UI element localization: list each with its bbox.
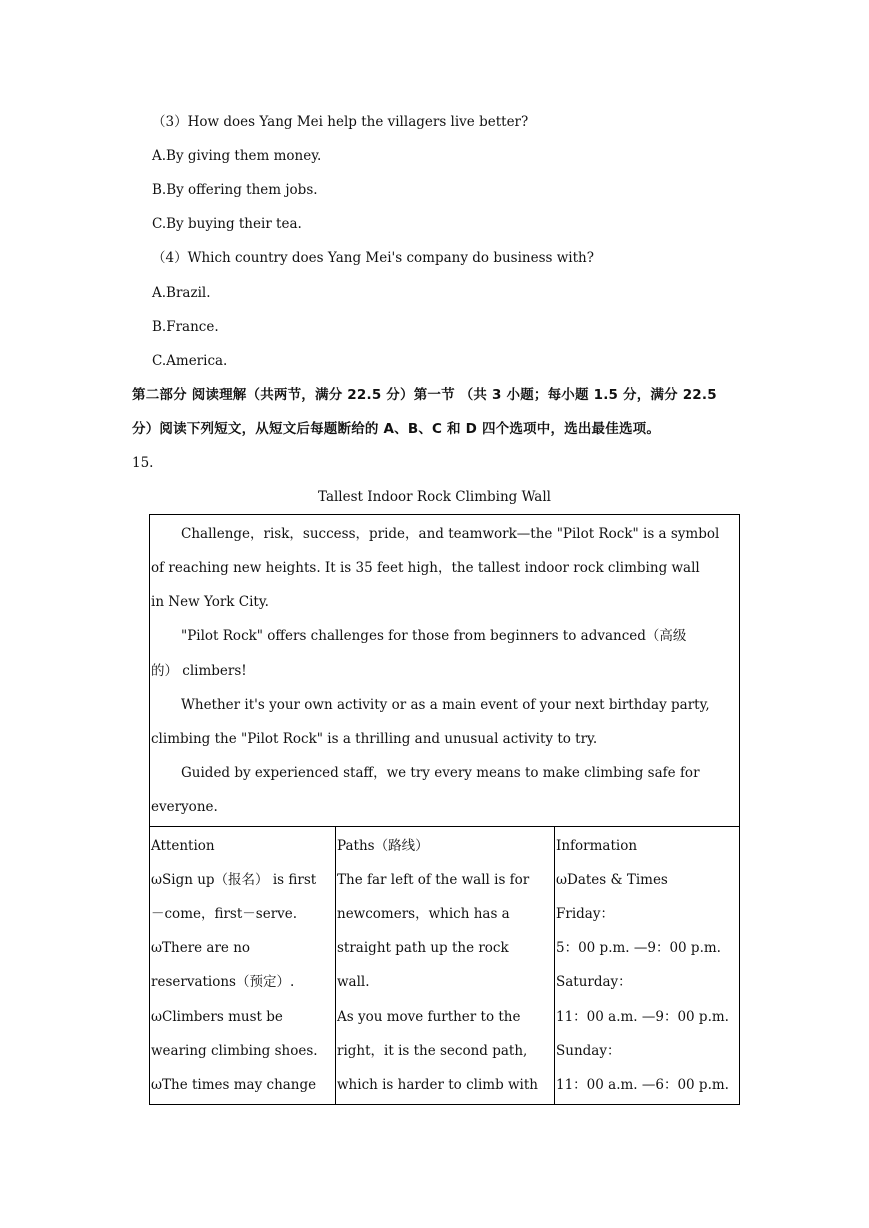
question-number: 15. <box>132 455 154 471</box>
attention-line: ωThe times may change <box>151 1077 317 1093</box>
paragraph-3-line-2: climbing the "Pilot Rock" is a thrilling and unusual activity to try. <box>151 731 598 747</box>
information-line: Saturday： <box>556 974 632 990</box>
passage-title: Tallest Indoor Rock Climbing Wall <box>317 489 551 505</box>
information-line: 11：00 a.m. —9：00 p.m. <box>556 1009 729 1025</box>
column-divider-2 <box>554 826 555 1105</box>
paths-line: which is harder to climb with <box>337 1077 538 1093</box>
information-line: 5：00 p.m. —9：00 p.m. <box>556 940 721 956</box>
information-line: ωDates & Times <box>556 872 668 888</box>
paragraph-4-line-2: everyone. <box>151 799 218 815</box>
attention-line: reservations（预定）. <box>151 974 295 990</box>
information-line: 11：00 a.m. —6：00 p.m. <box>556 1077 729 1093</box>
attention-line: －come，first－serve. <box>151 906 298 922</box>
information-line: Sunday： <box>556 1043 621 1059</box>
paths-line: right，it is the second path, <box>337 1043 528 1059</box>
paths-line: As you move further to the <box>337 1009 521 1025</box>
column-divider-1 <box>335 826 336 1105</box>
paragraph-2-line-2: 的） climbers! <box>151 663 247 679</box>
paths-line: straight path up the rock <box>337 940 509 956</box>
paragraph-3-line-1: Whether it's your own activity or as a main event of your next birthday party, <box>181 697 710 713</box>
attention-line: ωClimbers must be <box>151 1009 283 1025</box>
section-header-line-1: 第二部分 阅读理解（共两节，满分 22.5 分）第一节 （共 3 小题；每小题 1.5 分，满分 22.5 <box>132 387 717 403</box>
paths-header: Paths（路线） <box>337 838 429 854</box>
question-4-option-a: A.Brazil. <box>152 285 211 301</box>
paths-line: The far left of the wall is for <box>337 872 530 888</box>
attention-header: Attention <box>151 838 215 854</box>
paragraph-4-line-1: Guided by experienced staff，we try every means to make climbing safe for <box>181 765 700 781</box>
question-4-option-c: C.America. <box>152 353 228 369</box>
table-divider <box>149 826 740 827</box>
question-4-option-b: B.France. <box>152 319 219 335</box>
question-3-option-c: C.By buying their tea. <box>152 216 302 232</box>
paths-line: newcomers，which has a <box>337 906 510 922</box>
attention-line: ωSign up（报名） is first <box>151 872 317 888</box>
attention-line: wearing climbing shoes. <box>151 1043 318 1059</box>
paths-line: wall. <box>337 974 370 990</box>
attention-line: ωThere are no <box>151 940 251 956</box>
information-header: Information <box>556 838 638 854</box>
paragraph-1-line-2: of reaching new heights. It is 35 feet high，the tallest indoor rock climbing wall <box>151 560 700 576</box>
question-3-option-a: A.By giving them money. <box>152 148 322 164</box>
section-header-line-2: 分）阅读下列短文，从短文后每题断给的 A、B、C 和 D 四个选项中，选出最佳选项。 <box>132 421 661 437</box>
question-3-option-b: B.By offering them jobs. <box>152 182 318 198</box>
paragraph-1-line-3: in New York City. <box>151 594 269 610</box>
information-line: Friday： <box>556 906 614 922</box>
question-4-stem: （4）Which country does Yang Mei's company do business with? <box>152 250 594 266</box>
paragraph-1-line-1: Challenge，risk，success，pride，and teamwork—the "Pilot Rock" is a symbol <box>181 526 720 542</box>
paragraph-2-line-1: "Pilot Rock" offers challenges for those from beginners to advanced（高级 <box>181 628 687 644</box>
question-3-stem: （3）How does Yang Mei help the villagers live better? <box>152 114 529 130</box>
